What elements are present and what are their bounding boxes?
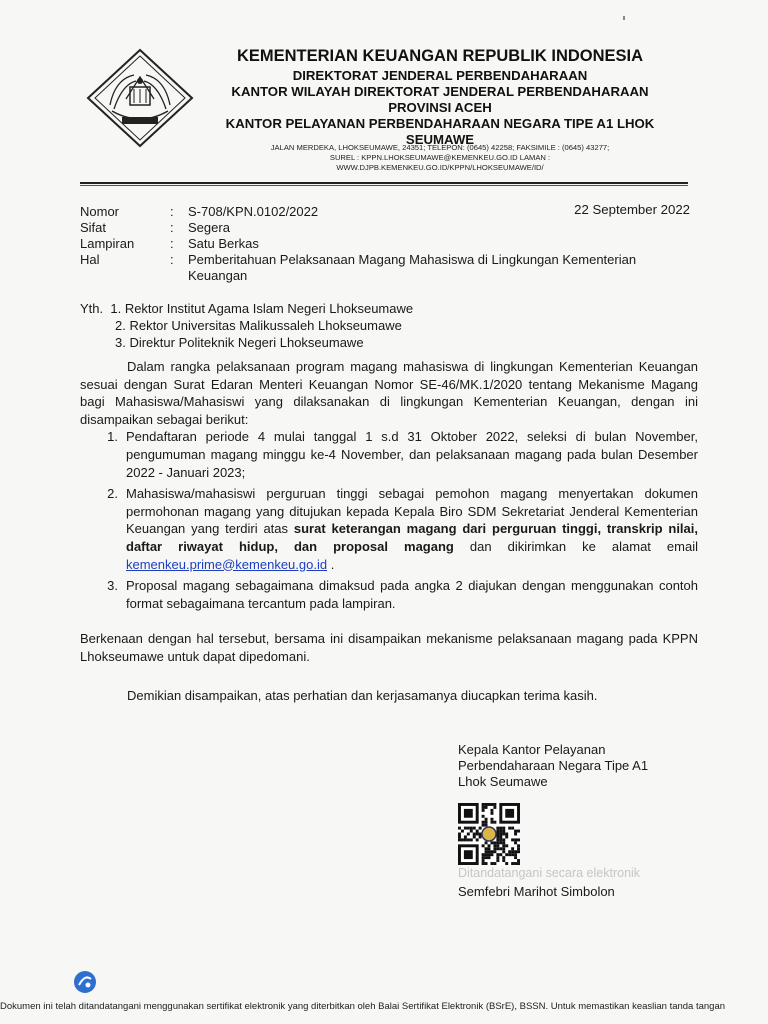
intro-paragraph: Dalam rangka pelaksanaan program magang mahasiswa di lingkungan Kementerian Keuangan sesuai dengan Surat Edaran Menteri Keuangan Nomor SE-46/MK.1/2020 tentang Mekanisme Magang bagi Mahasiswa/Mahasiswi yang dilaksanakan di lingkungan Kementerian Keuangan, dengan ini disampaikan sebagai berikut: xyxy=(80,359,698,427)
closing-paragraph: Demikian disampaikan, atas perhatian dan kerjasamanya diucapkan terima kasih. xyxy=(127,687,598,703)
letter-attachment: Satu Berkas xyxy=(188,236,259,251)
ministry-name: KEMENTERIAN KEUANGAN REPUBLIK INDONESIA xyxy=(236,47,644,65)
list-text: Proposal magang sebagaimana dimaksud pada angka 2 diajukan dengan menggunakan contoh format sebagaimana tercantum pada lampiran. xyxy=(126,578,698,611)
signatory-title xyxy=(458,742,718,790)
address-line: WWW.DJPB.KEMENKEU.GO.ID/KPPN/LHOKSEUMAWE/ID/ xyxy=(336,163,544,172)
meta-row-hal xyxy=(80,252,690,284)
office-address xyxy=(220,143,660,173)
required-documents: surat keterangan magang dari perguruan tinggi, transkrip nilai, daftar riwayat hidup, dan proposal magang xyxy=(126,521,698,554)
letterhead-divider xyxy=(80,182,688,184)
meta-colon: : xyxy=(170,204,174,219)
text-run: dan dikirimkan ke alamat email xyxy=(453,538,698,554)
province-name: PROVINSI ACEH xyxy=(388,100,492,115)
meta-row-lampiran xyxy=(80,236,690,252)
regional-office-name: KANTOR WILAYAH DIREKTORAT JENDERAL PERBENDAHARAAN xyxy=(231,84,649,99)
e-sign-note: Ditandatangani secara elektronik xyxy=(458,866,641,880)
signatory-name: Semfebri Marihot Simbolon xyxy=(458,884,615,899)
address-line: JALAN MERDEKA, LHOKSEUMAWE, 24351; TELEPON: (0645) 42258; FAKSIMILE : (0645) 43277; xyxy=(270,143,610,152)
recipients xyxy=(80,300,680,351)
meta-label: Lampiran xyxy=(80,236,135,251)
list-item xyxy=(80,485,698,573)
letter-urgency: Segera xyxy=(188,220,230,235)
meta-colon: : xyxy=(170,236,174,251)
recipient-item: 1. Rektor Institut Agama Islam Negeri Lhokseumawe xyxy=(110,301,414,316)
meta-colon: : xyxy=(170,220,174,235)
list-number: 3. xyxy=(107,578,118,594)
meta-label: Sifat xyxy=(80,220,107,235)
bsre-logo-icon xyxy=(73,970,97,994)
subject-line: Pemberitahuan Pelaksanaan Magang Mahasiswa di Lingkungan Kementerian xyxy=(188,252,637,267)
email-link[interactable]: kemenkeu.prime@kemenkeu.go.id xyxy=(126,556,328,572)
list-text xyxy=(126,485,698,573)
letterhead-divider-thin xyxy=(80,185,688,186)
office-name-line2: SEUMAWE xyxy=(405,132,475,147)
meta-label: Nomor xyxy=(80,204,120,219)
list-number: 1. xyxy=(107,429,118,445)
text-run: Mahasiswa/mahasiswi perguruan tinggi sebagai pemohon magang menyertakan dokumen permohonan magang yang ditujukan kepada Kepala Biro SDM Sekretariat Jenderal Kementerian Keuangan yang terdiri atas xyxy=(126,486,698,537)
kemenkeu-emblem-icon xyxy=(84,47,196,149)
meta-colon: : xyxy=(170,252,174,267)
directorate-name: DIREKTORAT JENDERAL PERBENDAHARAAN xyxy=(292,68,588,83)
signatory-title-line: Kepala Kantor Pelayanan xyxy=(458,742,606,757)
follow-up-paragraph: Berkenaan dengan hal tersebut, bersama ini disampaikan mekanisme pelaksanaan magang pada KPPN Lhokseumawe untuk dapat dipedomani. xyxy=(80,631,698,664)
letter-meta xyxy=(80,204,690,284)
subject-line: Keuangan xyxy=(188,268,248,283)
meta-row-nomor xyxy=(80,204,690,220)
letter-date: 22 September 2022 xyxy=(574,202,690,217)
meta-row-sifat xyxy=(80,220,690,236)
address-line: SUREL : KPPN.LHOKSEUMAWE@KEMENKEU.GO.ID LAMAN : xyxy=(329,153,551,162)
recipient-item: 3. Direktur Politeknik Negeri Lhokseumawe xyxy=(115,335,364,350)
points-list xyxy=(80,428,698,612)
list-item xyxy=(80,428,698,481)
recipient-item: 2. Rektor Universitas Malikussaleh Lhokseumawe xyxy=(115,318,402,333)
recipient-prefix: Yth. xyxy=(80,301,104,316)
list-item xyxy=(80,577,698,612)
meta-label: Hal xyxy=(80,252,100,267)
letterhead-block xyxy=(205,68,675,148)
signatory-title-line: Perbendaharaan Negara Tipe A1 xyxy=(458,758,649,773)
scan-mark xyxy=(623,16,625,20)
list-number: 2. xyxy=(107,486,118,502)
letter-body xyxy=(80,358,698,704)
letter-number: S-708/KPN.0102/2022 xyxy=(188,204,319,219)
signatory-title-line: Lhok Seumawe xyxy=(458,774,548,789)
footer-disclaimer: Dokumen ini telah ditandatangani menggunakan sertifikat elektronik yang diterbitkan oleh Balai Sertifikat Elektronik (BSrE), BSSN. Untuk memastikan keaslian tanda tangan xyxy=(0,1001,726,1012)
list-text: Pendaftaran periode 4 mulai tanggal 1 s.d 31 Oktober 2022, seleksi di bulan November, pengumuman magang minggu ke-4 November, dan pelaksanaan magang pada bulan Desember 2022 - Januari 2023; xyxy=(126,429,698,480)
text-run: . xyxy=(327,556,335,572)
qr-code-icon[interactable] xyxy=(458,803,520,865)
letter-subject xyxy=(188,252,690,284)
office-name-line1: KANTOR PELAYANAN PERBENDAHARAAN NEGARA TIPE A1 LHOK xyxy=(225,116,655,131)
